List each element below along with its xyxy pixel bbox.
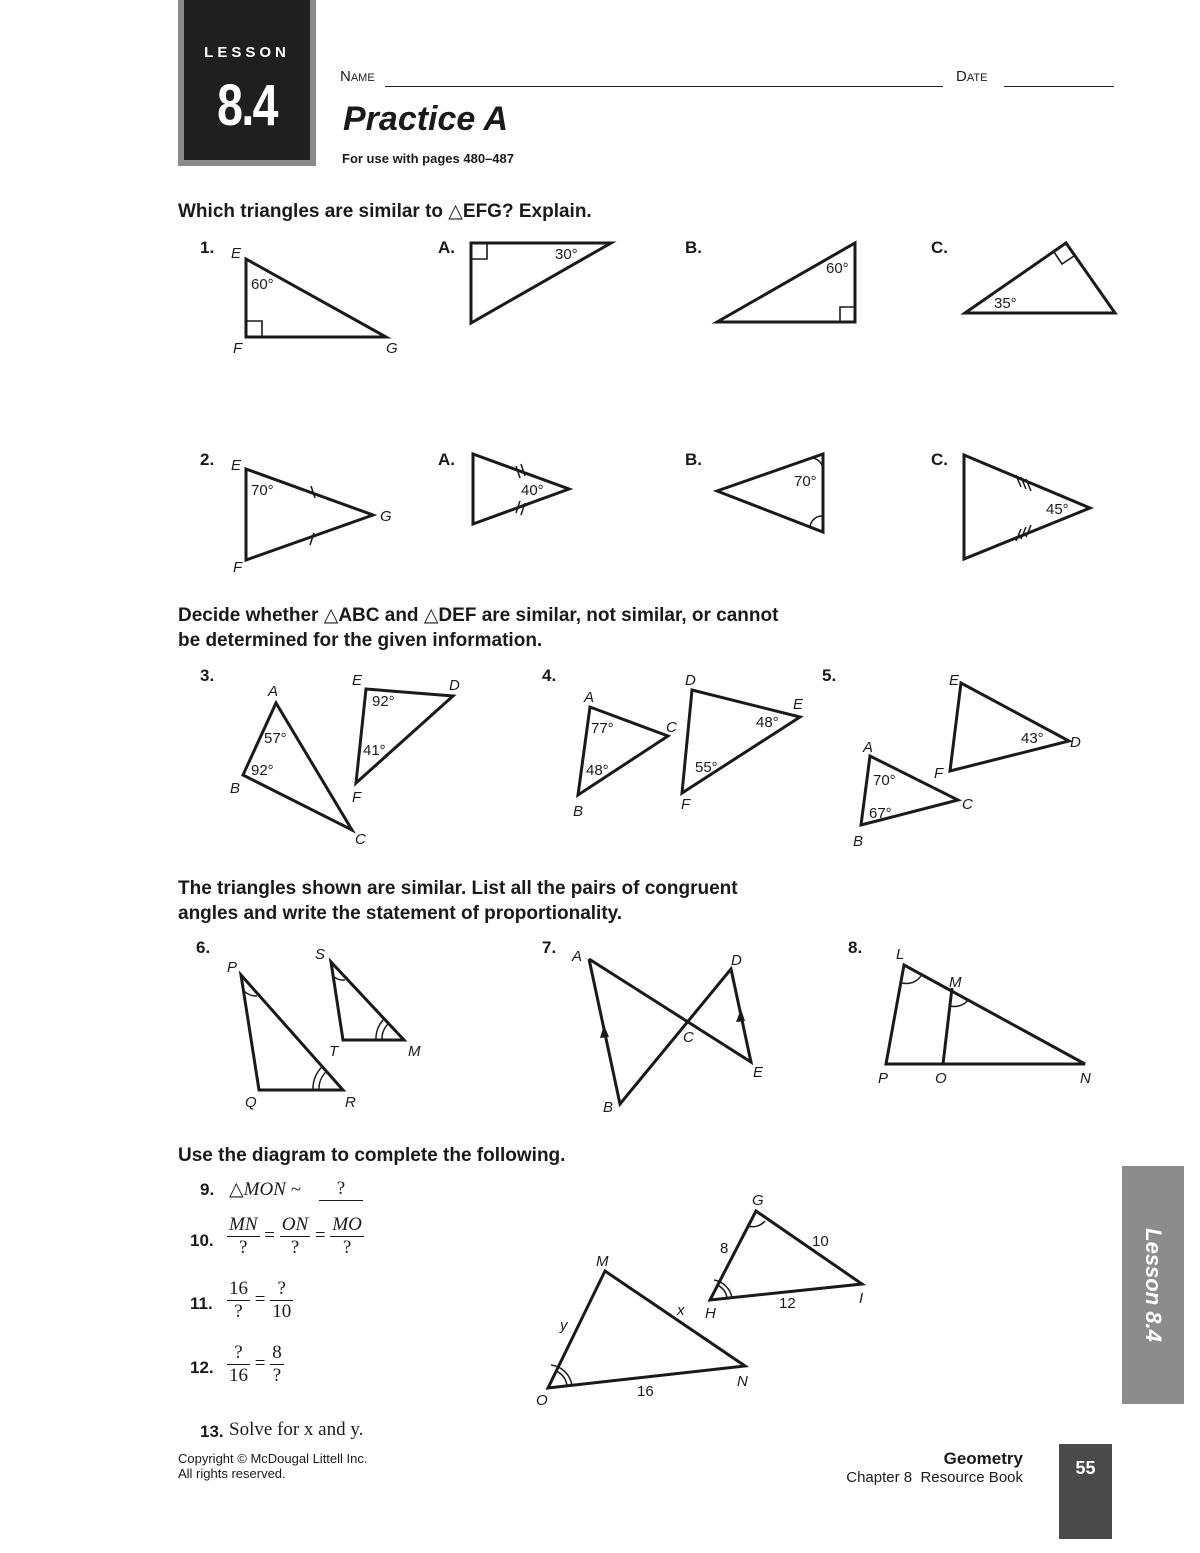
date-label: Date [956, 68, 988, 85]
page-number: 55 [1075, 1458, 1096, 1478]
q10-den-3: ? [342, 1237, 352, 1258]
q12-den-2: ? [272, 1365, 282, 1386]
problem-1-option-c-label: C. [931, 238, 948, 257]
book-info [846, 1449, 1023, 1487]
p8-label-o: O [935, 1070, 947, 1087]
p5-angle-70: 70° [873, 772, 896, 789]
p4-angle-55: 55° [695, 759, 718, 776]
p3-label-e: E [352, 672, 363, 689]
p2-a-angle-40: 40° [521, 482, 544, 499]
p6-label-s: S [315, 946, 326, 963]
p3-angle-41: 41° [363, 742, 386, 759]
p5-triangle-def [950, 683, 1069, 771]
section3-instruction-line1: The triangles shown are similar. List all the pairs of congruent [178, 878, 738, 899]
q12-num-2: 8 [272, 1342, 282, 1363]
p3-label-c: C [355, 831, 366, 848]
p4-angle-48-b: 48° [586, 762, 609, 779]
p4-label-c: C [666, 719, 677, 736]
p4-label-a: A [584, 689, 595, 706]
question-10-number: 10. [190, 1231, 214, 1250]
copyright [178, 1451, 368, 1481]
p2-option-c-triangle [964, 455, 1090, 559]
page-title: Practice A [343, 100, 509, 138]
question-9-blank[interactable]: ? [319, 1178, 363, 1201]
p6-triangle-pqr [241, 975, 343, 1090]
p5-label-a: A [863, 739, 874, 756]
problem-6-number: 6. [196, 938, 211, 957]
q11-eq: = [254, 1288, 266, 1310]
side-tab-label: Lesson 8.4 [1141, 1228, 1166, 1342]
p2-label-f: F [233, 559, 243, 576]
side-tab [1122, 1166, 1184, 1404]
diagram-side-16: 16 [637, 1383, 654, 1400]
p6-label-q: Q [245, 1094, 257, 1111]
p8-label-n: N [1080, 1070, 1091, 1087]
diagram-label-h: H [705, 1305, 716, 1322]
p8-label-p: P [878, 1070, 889, 1087]
p7-label-d: D [731, 952, 742, 969]
q10-den-1: ? [239, 1237, 248, 1258]
problem-2-option-c-label: C. [931, 450, 948, 469]
p1-given-right-angle [246, 321, 262, 337]
ghi-triangle [710, 1211, 862, 1300]
p5-label-f: F [934, 765, 944, 782]
p8-label-l: L [896, 946, 905, 963]
p3-label-b: B [230, 780, 241, 797]
section2-instruction-line2: be determined for the given information. [178, 630, 543, 651]
problem-3-number: 3. [200, 666, 215, 685]
question-13-text: Solve for x and y. [229, 1419, 364, 1440]
diagram-side-y: y [560, 1317, 568, 1334]
section3-instruction-line2: angles and write the statement of proportionality. [178, 903, 623, 924]
book-title: Geometry [943, 1449, 1023, 1468]
p6-label-p: P [227, 959, 238, 976]
p1-b-angle-60: 60° [826, 260, 849, 277]
p3-label-a: A [268, 683, 279, 700]
p7-bowtie [589, 959, 751, 1104]
p3-label-f: F [352, 789, 362, 806]
p5-angle-67: 67° [869, 805, 892, 822]
lesson-number: 8.4 [217, 73, 277, 138]
problem-2-option-a-label: A. [438, 450, 455, 469]
diagram-label-n: N [737, 1373, 748, 1390]
q12-num-1: ? [227, 1342, 250, 1365]
q11-den-2: 10 [272, 1301, 292, 1322]
p7-label-b: B [603, 1099, 614, 1116]
q12-eq: = [254, 1352, 266, 1374]
problem-2-option-b-label: B. [685, 450, 702, 469]
p4-angle-77: 77° [591, 720, 614, 737]
question-11-number: 11. [190, 1294, 213, 1313]
p1-option-a-triangle [471, 243, 611, 323]
p2-label-g: G [380, 508, 392, 525]
problem-5-number: 5. [822, 666, 837, 685]
name-label: Name [340, 68, 375, 85]
p1-option-c-triangle [965, 243, 1115, 313]
section2-instruction-line1: Decide whether △ABC and △DEF are similar, not similar, or cannot [178, 605, 779, 626]
question-13-number: 13. [200, 1422, 224, 1441]
q11-num-2: ? [270, 1278, 293, 1301]
p1-given-triangle [246, 259, 386, 337]
p3-angle-92-e: 92° [372, 693, 395, 710]
book-subtitle: Chapter 8 Resource Book [846, 1469, 1023, 1486]
p1-label-f: F [233, 340, 243, 357]
p5-label-c: C [962, 796, 973, 813]
q10-eq-2: = [314, 1224, 326, 1246]
diagram-side-12: 12 [779, 1295, 796, 1312]
p7-parallel-arrow-1 [600, 1025, 609, 1038]
q10-num-2: ON [281, 1214, 309, 1235]
diagram-side-10: 10 [812, 1233, 829, 1250]
q11-den-1: ? [234, 1301, 243, 1322]
p7-label-c: C [683, 1029, 694, 1046]
q10-den-2: ? [290, 1237, 300, 1258]
diagram-label-g: G [752, 1192, 764, 1209]
p6-label-m: M [408, 1043, 421, 1060]
p5-label-e: E [949, 672, 960, 689]
p8-label-m: M [949, 974, 962, 991]
q10-eq-1: = [264, 1224, 275, 1246]
problem-8-number: 8. [848, 938, 863, 957]
p3-angle-92-b: 92° [251, 762, 274, 779]
p1-c-angle-35: 35° [994, 295, 1017, 312]
diagram-label-i: I [859, 1290, 864, 1307]
p3-label-d: D [449, 677, 460, 694]
p8-triangle-lpn [886, 965, 1085, 1064]
diagram-side-8: 8 [720, 1240, 729, 1257]
p3-triangle-def [356, 689, 453, 783]
p5-label-b: B [853, 833, 864, 850]
diagram-side-x: x [677, 1302, 685, 1319]
problem-1-option-a-label: A. [438, 238, 455, 257]
p4-label-d: D [685, 672, 696, 689]
q12-den-1: 16 [229, 1365, 248, 1386]
p1-label-e: E [231, 245, 242, 262]
p3-angle-57: 57° [264, 730, 287, 747]
p4-angle-48-e: 48° [756, 714, 779, 731]
p4-label-e: E [793, 696, 804, 713]
p6-label-r: R [345, 1094, 356, 1111]
p2-c-angle-45: 45° [1046, 501, 1069, 518]
p4-label-f: F [681, 796, 691, 813]
p2-option-b-triangle [717, 454, 823, 532]
p4-label-b: B [573, 803, 584, 820]
page-number-tab [1059, 1444, 1112, 1539]
p4-triangle-def [682, 690, 800, 793]
lesson-word: LESSON [204, 44, 290, 61]
q10-num-1: MN [229, 1214, 258, 1235]
problem-4-number: 4. [542, 666, 557, 685]
diagram-label-o: O [536, 1392, 548, 1409]
p1-option-b-triangle [717, 243, 855, 322]
q10-num-3: MO [332, 1214, 362, 1235]
question-12-number: 12. [190, 1358, 214, 1377]
p7-label-a: A [572, 948, 583, 965]
p5-angle-43: 43° [1021, 730, 1044, 747]
diagram-label-m: M [596, 1253, 609, 1270]
page-subtitle: For use with pages 480–487 [342, 151, 514, 166]
p1-a-angle-30: 30° [555, 246, 578, 263]
problem-1-number: 1. [200, 238, 215, 257]
question-9-text: △MON ~ [229, 1179, 301, 1200]
p1-label-g: G [386, 340, 398, 357]
p8-segment-mo [943, 988, 952, 1064]
problem-1-option-b-label: B. [685, 238, 702, 257]
copyright-line2: All rights reserved. [178, 1466, 286, 1481]
section1-instruction: Which triangles are similar to △EFG? Explain. [178, 201, 592, 222]
question-9-number: 9. [200, 1180, 215, 1199]
p6-triangle-stm [331, 962, 404, 1040]
p1-angle-60: 60° [251, 276, 274, 293]
p5-label-d: D [1070, 734, 1081, 751]
problem-2-number: 2. [200, 450, 215, 469]
p7-parallel-arrow-2 [736, 1009, 745, 1022]
p2-label-e: E [231, 457, 242, 474]
p2-b-angle-70: 70° [794, 473, 817, 490]
problem-7-number: 7. [542, 938, 557, 957]
q11-num-1: 16 [229, 1278, 248, 1299]
p6-label-t: T [329, 1043, 339, 1060]
copyright-line1: Copyright © McDougal Littell Inc. [178, 1451, 368, 1466]
section4-instruction: Use the diagram to complete the following. [178, 1145, 566, 1166]
p7-label-e: E [753, 1064, 764, 1081]
p2-angle-70: 70° [251, 482, 274, 499]
